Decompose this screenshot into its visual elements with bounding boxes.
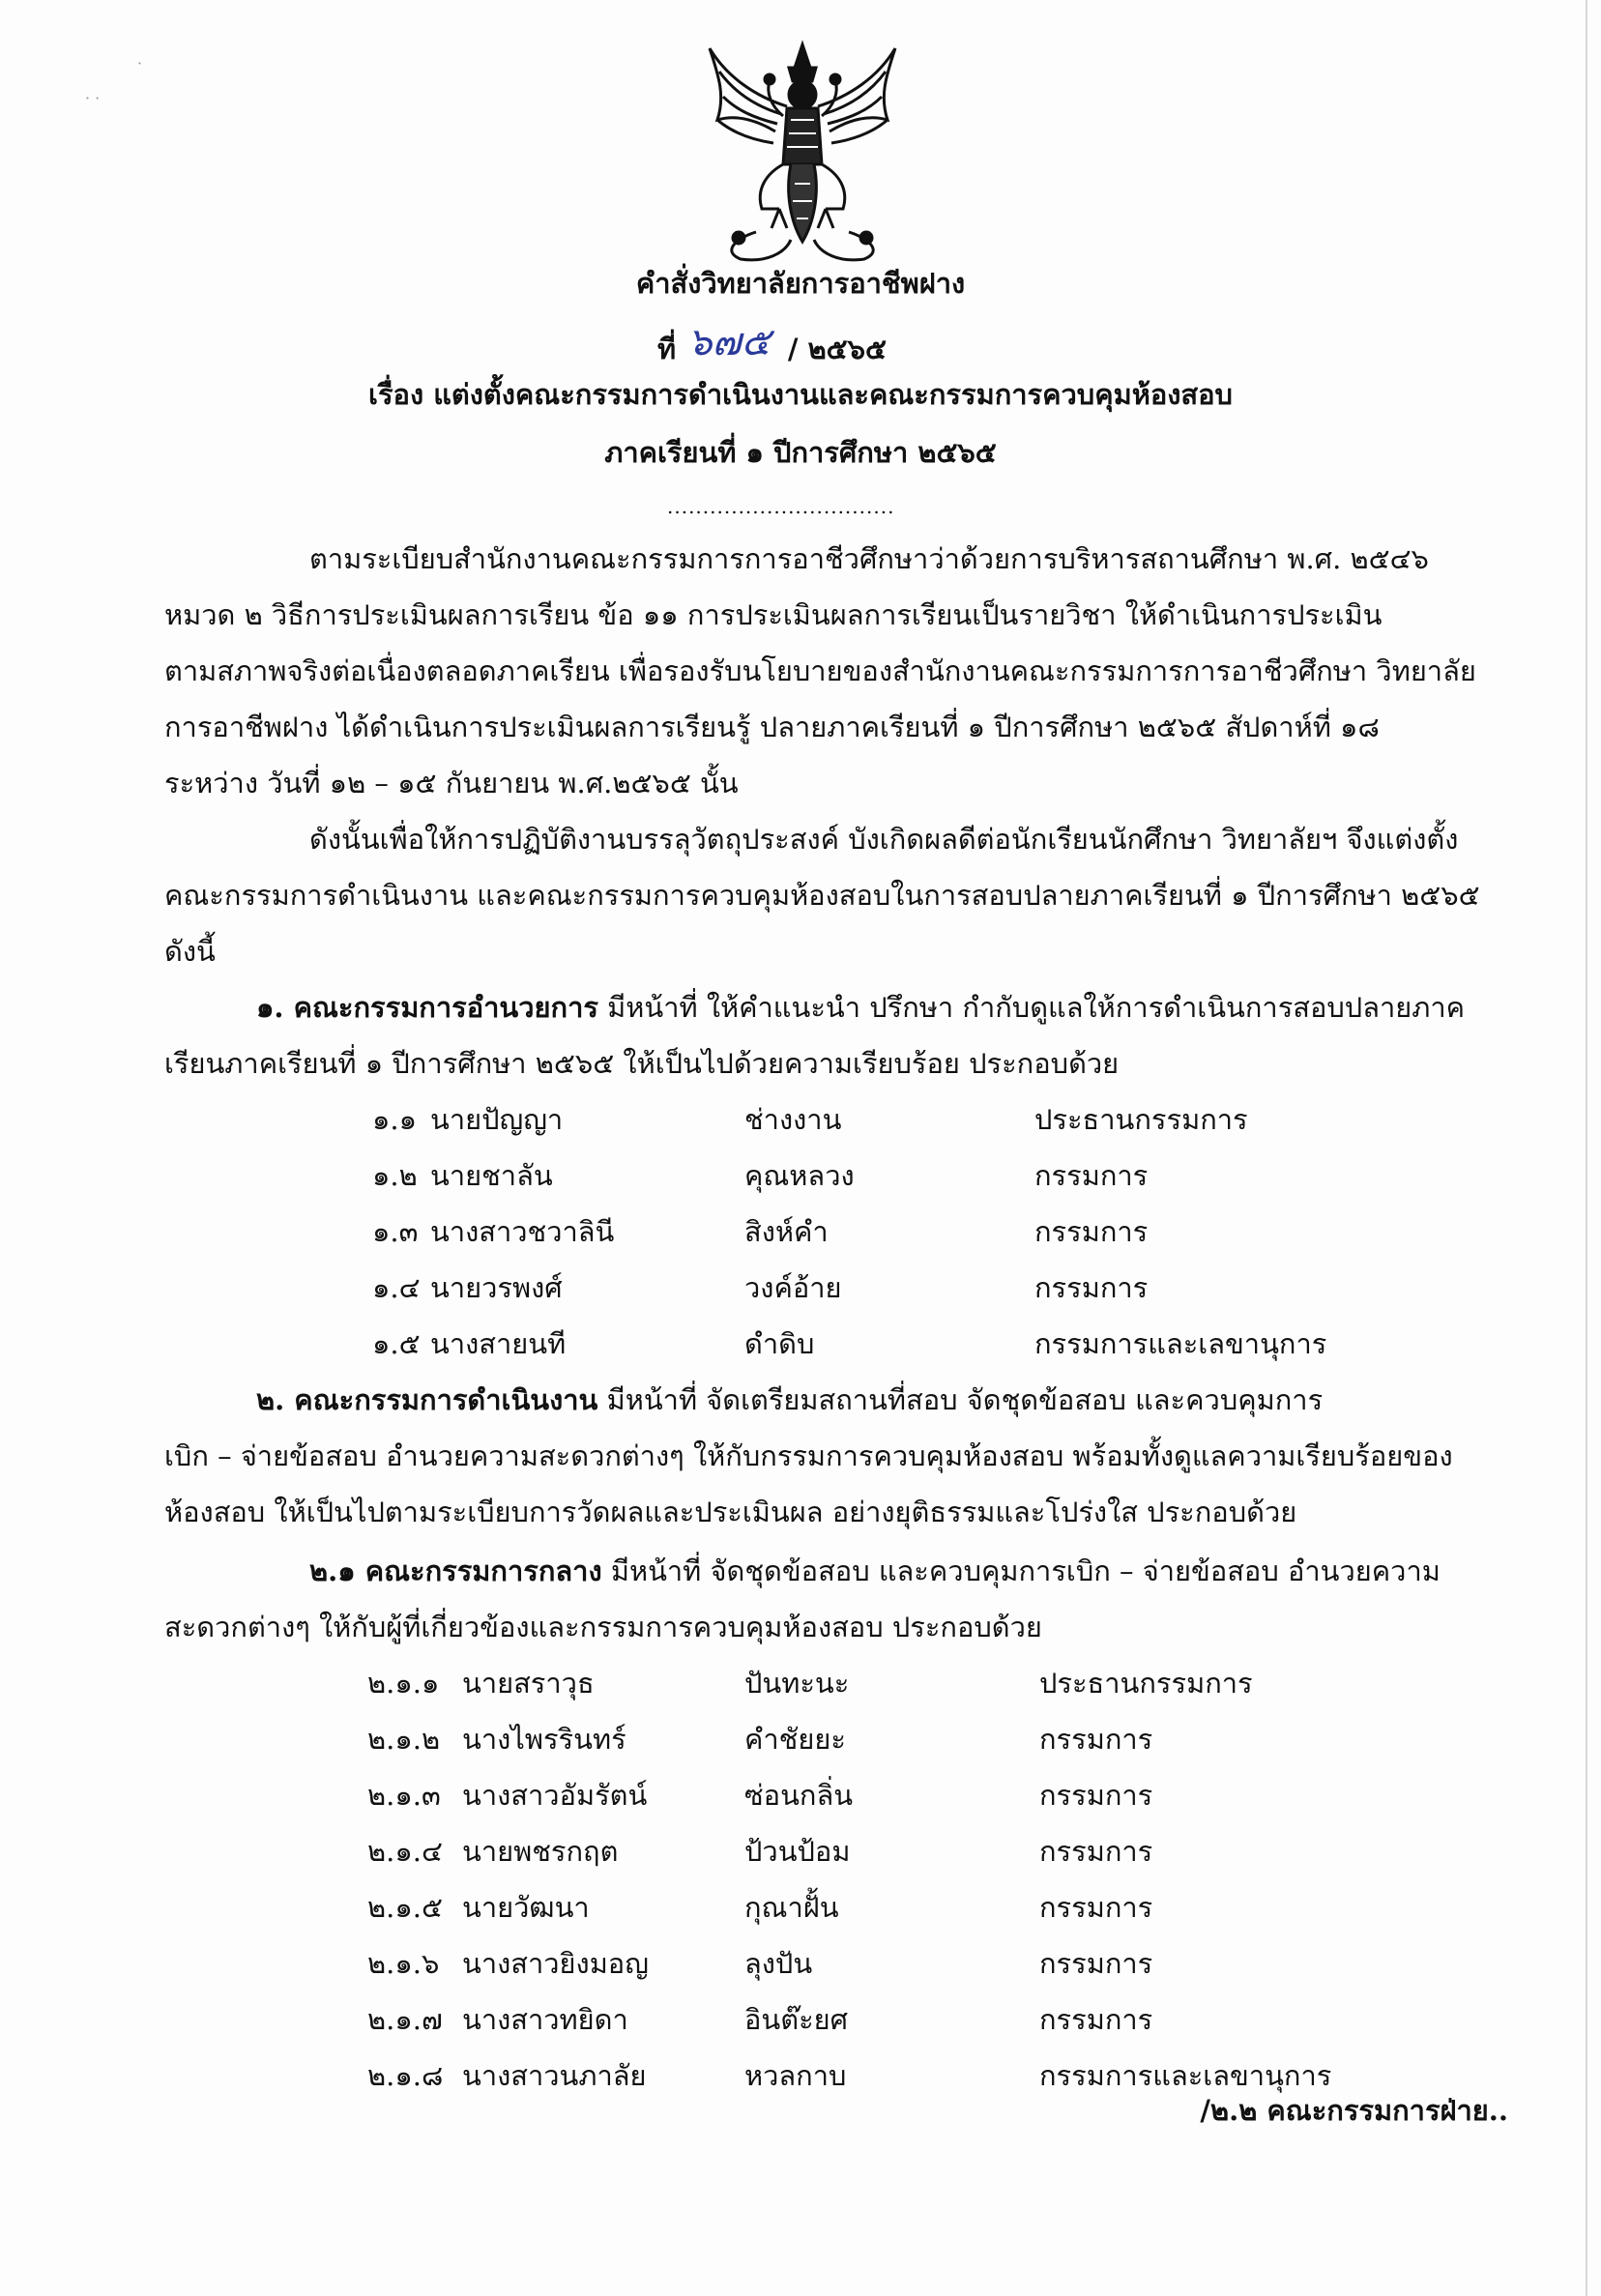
- order-number-line: [657, 314, 887, 376]
- paragraph-line: ดังนั้นเพื่อให้การปฏิบัติงานบรรลุวัตถุประสงค์ บังเกิดผลดีต่อนักเรียนนักศึกษา วิทยาลัยฯ จึงแต่งตั้ง: [309, 823, 1459, 856]
- member-role: กรรมการ: [1039, 1891, 1153, 1924]
- section-2-title: ๒. คณะกรรมการดำเนินงาน: [256, 1383, 598, 1416]
- member-last-name: หวลกาบ: [744, 2059, 847, 2092]
- member-row: [0, 1717, 1601, 1756]
- garuda-emblem-icon: [698, 39, 907, 267]
- paragraph-line: ระหว่าง วันที่ ๑๒ – ๑๕ กันยายน พ.ศ.๒๕๖๕ นั้น: [164, 767, 739, 799]
- member-number: ๑.๓: [372, 1215, 419, 1248]
- section-2-duty-cont: เบิก – จ่ายข้อสอบ อำนวยความสะดวกต่างๆ ให้กับกรรมการควบคุมห้องสอบ พร้อมทั้งดูแลความเรียบร้อยของ: [164, 1439, 1453, 1472]
- member-role: กรรมการ: [1034, 1159, 1149, 1192]
- member-number: ๒.๑.๗: [367, 2003, 443, 2036]
- member-first-name: นายปัญญา: [430, 1103, 564, 1136]
- section-2-heading: [256, 1378, 1323, 1422]
- member-first-name: นางสาวนภาลัย: [462, 2059, 647, 2092]
- member-last-name: ช่างงาน: [744, 1103, 842, 1136]
- member-last-name: คุณหลวง: [744, 1159, 855, 1192]
- member-number: ๒.๑.๘: [367, 2059, 444, 2092]
- member-role: ประธานกรรมการ: [1034, 1103, 1248, 1136]
- member-first-name: นายพชรกฤต: [462, 1835, 619, 1868]
- paragraph-line: ดังนี้: [164, 935, 216, 968]
- section-1-heading: [256, 985, 1465, 1030]
- paragraph-line: หมวด ๒ วิธีการประเมินผลการเรียน ข้อ ๑๑ การประเมินผลการเรียนเป็นรายวิชา ให้ดำเนินการประเมิน: [164, 598, 1383, 631]
- paragraph-line: ตามระเบียบสำนักงานคณะกรรมการการอาชีวศึกษาว่าด้วยการบริหารสถานศึกษา พ.ศ. ๒๕๔๖: [309, 542, 1429, 575]
- member-last-name: ปันทะนะ: [744, 1667, 850, 1700]
- member-first-name: นางสาวทยิดา: [462, 2003, 628, 2036]
- member-role: กรรมการ: [1034, 1271, 1149, 1304]
- member-number: ๑.๔: [372, 1271, 421, 1304]
- section-2-duty-cont: ห้องสอบ ให้เป็นไปตามระเบียบการวัดผลและประเมินผล อย่างยุติธรรมและโปร่งใส ประกอบด้วย: [164, 1496, 1297, 1528]
- member-last-name: ดำดิบ: [744, 1327, 815, 1360]
- member-first-name: นายชาลัน: [430, 1159, 553, 1192]
- member-number: ๑.๕: [372, 1327, 421, 1360]
- order-year: / ๒๕๖๕: [787, 333, 887, 365]
- member-first-name: นางไพรรินทร์: [462, 1723, 626, 1756]
- member-first-name: นายสราวุธ: [462, 1667, 595, 1700]
- member-first-name: นายวรพงศ์: [430, 1271, 563, 1304]
- member-row: [0, 1997, 1601, 2036]
- member-last-name: ลุงปัน: [744, 1947, 813, 1980]
- member-row: [0, 1885, 1601, 1924]
- member-row: [0, 1209, 1601, 1248]
- separator-dots: ................................: [667, 495, 895, 518]
- member-role: กรรมการและเลขานุการ: [1034, 1327, 1327, 1360]
- member-role: กรรมการและเลขานุการ: [1039, 2059, 1332, 2092]
- member-row: [0, 1661, 1601, 1700]
- scan-speck: ·: [137, 54, 143, 73]
- section-2-1-title: ๒.๑ คณะกรรมการกลาง: [309, 1555, 602, 1587]
- member-role: ประธานกรรมการ: [1039, 1667, 1253, 1700]
- continued-page-marker: /๒.๒ คณะกรรมการฝ่าย..: [1200, 2094, 1508, 2127]
- member-role: กรรมการ: [1039, 1835, 1153, 1868]
- member-first-name: นายวัฒนา: [462, 1891, 590, 1924]
- document-term: ภาคเรียนที่ ๑ ปีการศึกษา ๒๕๖๕: [604, 436, 997, 469]
- member-last-name: สิงห์คำ: [744, 1215, 829, 1248]
- member-number: ๑.๒: [372, 1159, 418, 1192]
- paragraph-line: คณะกรรมการดำเนินงาน และคณะกรรมการควบคุมห้องสอบในการสอบปลายภาคเรียนที่ ๑ ปีการศึกษา ๒๕๖๕: [164, 879, 1480, 912]
- member-row: [0, 1097, 1601, 1136]
- member-row: [0, 1322, 1601, 1360]
- member-last-name: ซ่อนกลิ่น: [744, 1779, 854, 1812]
- paragraph-line: ตามสภาพจริงต่อเนื่องตลอดภาคเรียน เพื่อรองรับนโยบายของสำนักงานคณะกรรมการการอาชีวศึกษา วิทยาลัย: [164, 654, 1476, 687]
- member-number: ๑.๑: [372, 1103, 418, 1136]
- member-row: [0, 1265, 1601, 1304]
- section-1-title: ๑. คณะกรรมการอำนวยการ: [256, 991, 598, 1024]
- section-2-1-heading: [309, 1549, 1441, 1593]
- member-first-name: นางสาวยิงมอญ: [462, 1947, 649, 1980]
- document-title: คำสั่งวิทยาลัยการอาชีพฝาง: [635, 267, 966, 300]
- member-row: [0, 1941, 1601, 1980]
- member-number: ๒.๑.๖: [367, 1947, 440, 1980]
- member-number: ๒.๑.๒: [367, 1723, 441, 1756]
- member-role: กรรมการ: [1039, 1779, 1153, 1812]
- document-subject: เรื่อง แต่งตั้งคณะกรรมการดำเนินงานและคณะกรรมการควบคุมห้องสอบ: [368, 378, 1233, 411]
- member-number: ๒.๑.๔: [367, 1835, 443, 1868]
- member-row: [0, 1773, 1601, 1812]
- member-role: กรรมการ: [1039, 1723, 1153, 1756]
- section-1-duty: มีหน้าที่ ให้คำแนะนำ ปรึกษา กำกับดูแลให้การดำเนินการสอบปลายภาค: [597, 991, 1466, 1024]
- scan-speck: · ·: [85, 89, 101, 107]
- member-last-name: วงค์อ้าย: [744, 1271, 842, 1304]
- member-last-name: ป้วนป้อม: [744, 1835, 851, 1868]
- member-role: กรรมการ: [1039, 2003, 1153, 2036]
- member-role: กรรมการ: [1039, 1947, 1153, 1980]
- section-2-duty: มีหน้าที่ จัดเตรียมสถานที่สอบ จัดชุดข้อสอบ และควบคุมการ: [597, 1383, 1324, 1416]
- order-prefix: ที่: [657, 333, 677, 365]
- member-role: กรรมการ: [1034, 1215, 1149, 1248]
- section-1-duty-cont: เรียนภาคเรียนที่ ๑ ปีการศึกษา ๒๕๖๕ ให้เป็นไปด้วยความเรียบร้อย ประกอบด้วย: [164, 1047, 1120, 1080]
- paragraph-line: การอาชีพฝาง ได้ดำเนินการประเมินผลการเรียนรู้ ปลายภาคเรียนที่ ๑ ปีการศึกษา ๒๕๖๕ สัปดาห์ที่ ๑๘: [164, 711, 1380, 743]
- section-2-1-duty-cont: สะดวกต่างๆ ให้กับผู้ที่เกี่ยวข้องและกรรมการควบคุมห้องสอบ ประกอบด้วย: [164, 1611, 1042, 1643]
- member-row: [0, 1153, 1601, 1192]
- member-row: [0, 1829, 1601, 1868]
- member-number: ๒.๑.๕: [367, 1891, 443, 1924]
- member-last-name: คำชัยยะ: [744, 1723, 846, 1756]
- member-first-name: นางสายนที: [430, 1327, 567, 1360]
- handwritten-order-number: ๖๗๕: [687, 320, 771, 364]
- member-first-name: นางสาวอัมรัตน์: [462, 1779, 648, 1812]
- member-first-name: นางสาวชวาลินี: [430, 1215, 615, 1248]
- member-row: [0, 2053, 1601, 2092]
- section-2-1-duty: มีหน้าที่ จัดชุดข้อสอบ และควบคุมการเบิก – จ่ายข้อสอบ อำนวยความ: [601, 1555, 1441, 1587]
- member-number: ๒.๑.๑: [367, 1667, 440, 1700]
- member-last-name: อินต๊ะยศ: [744, 2003, 849, 2036]
- member-number: ๒.๑.๓: [367, 1779, 441, 1812]
- member-last-name: กุณาฝั้น: [744, 1891, 839, 1924]
